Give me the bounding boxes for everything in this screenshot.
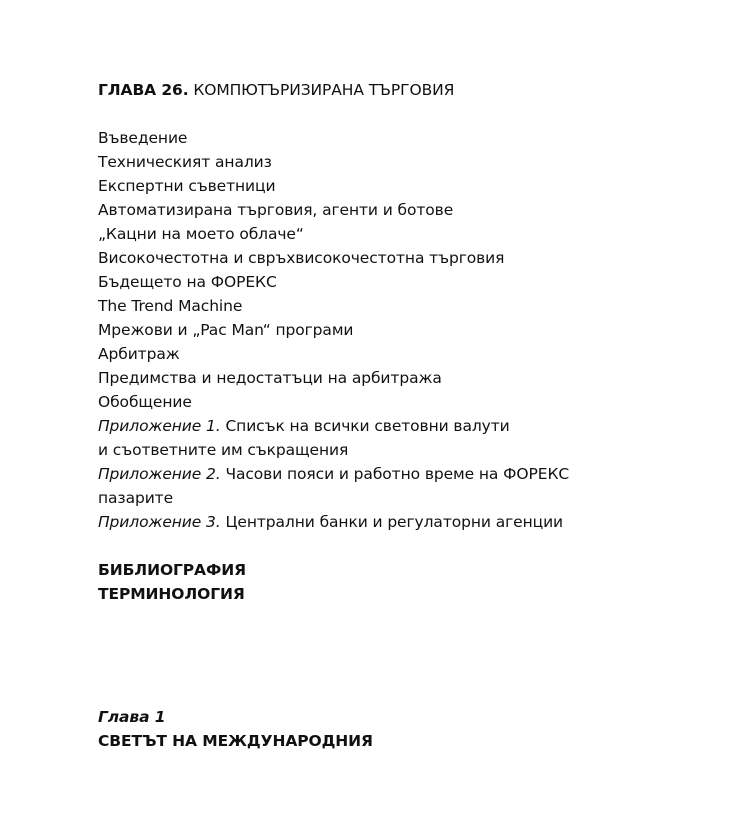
appendix-2 xyxy=(98,464,569,484)
toc-item: Техническият анализ xyxy=(98,153,272,171)
appendix-label: Приложение 2. xyxy=(98,465,221,483)
chapter-title: КОМПЮТЪРИЗИРАНА ТЪРГОВИЯ xyxy=(193,81,455,99)
toc-item: Автоматизирана търговия, агенти и ботове xyxy=(98,201,454,219)
appendix-text: Часови пояси и работно време на ФОРЕКС xyxy=(225,465,570,483)
appendix-1-continuation: и съответните им съкращения xyxy=(98,441,349,459)
toc-item: Високочестотна и свръхвисокочестотна търговия xyxy=(98,249,505,267)
chapter-heading xyxy=(98,80,454,100)
toc-item: Мрежови и „Pac Man“ програми xyxy=(98,321,354,339)
appendix-3 xyxy=(98,512,563,532)
appendix-label: Приложение 1. xyxy=(98,417,221,435)
toc-item: Експертни съветници xyxy=(98,177,276,195)
toc-item: Предимства и недостатъци на арбитража xyxy=(98,369,442,387)
appendix-label: Приложение 3. xyxy=(98,513,221,531)
toc-item: Обобщение xyxy=(98,393,192,411)
appendix-1 xyxy=(98,416,510,436)
appendix-2-continuation: пазарите xyxy=(98,489,174,507)
appendix-text: Централни банки и регулаторни агенции xyxy=(225,513,564,531)
toc-item: Бъдещето на ФОРЕКС xyxy=(98,273,277,291)
appendix-text: Списък на всички световни валути xyxy=(225,417,510,435)
toc-item: „Кацни на моето облаче“ xyxy=(98,225,304,243)
toc-item: Арбитраж xyxy=(98,345,180,363)
chapter-number: ГЛАВА 26. xyxy=(98,81,189,99)
next-chapter-title: СВЕТЪТ НА МЕЖДУНАРОДНИЯ xyxy=(98,732,373,750)
next-chapter-label: Глава 1 xyxy=(98,708,166,726)
toc-item: Въведение xyxy=(98,129,188,147)
terminology-heading: ТЕРМИНОЛОГИЯ xyxy=(98,585,245,603)
bibliography-heading: БИБЛИОГРАФИЯ xyxy=(98,561,246,579)
toc-item: The Trend Machine xyxy=(98,297,243,315)
